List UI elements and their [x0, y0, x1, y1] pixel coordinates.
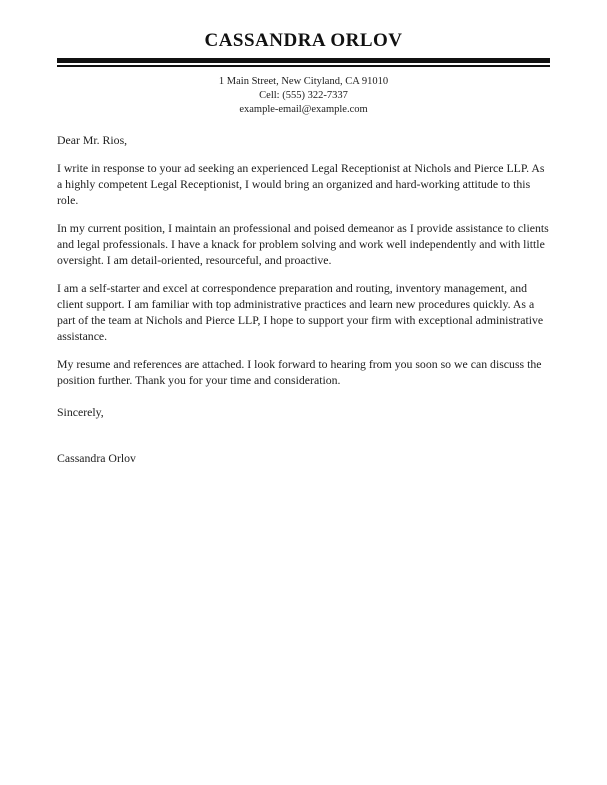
body-paragraph-3: I am a self-starter and excel at correspondence preparation and routing, inventory management, and client support. I am familiar with top administrative practices and learn new procedures quickly. As a part of the team at Nichols and Pierce LLP, I hope to support your firm with exceptional administrative assistance. — [57, 281, 544, 343]
contact-block — [57, 75, 550, 116]
body-paragraph-2: In my current position, I maintain an professional and poised demeanor as I provide assistance to clients and legal professionals. I have a knack for problem solving and work well independently and with little oversight. I am detail-oriented, resourceful, and proactive. — [57, 221, 549, 267]
letterhead-divider-rule — [57, 58, 550, 67]
signature-name: Cassandra Orlov — [57, 451, 136, 465]
letter-body — [57, 132, 550, 466]
letterhead-name: CASSANDRA ORLOV — [204, 30, 403, 51]
closing-salutation: Sincerely, — [57, 405, 104, 419]
body-paragraph-4: My resume and references are attached. I look forward to hearing from you soon so we can discuss the position further. Thank you for your time and consideration. — [57, 357, 542, 387]
contact-email: example-email@example.com — [239, 104, 368, 115]
body-paragraph-1: I write in response to your ad seeking an experienced Legal Receptionist at Nichols and Pierce LLP. As a highly competent Legal Receptionist, I would bring an organized and hard-working attitude to this role. — [57, 161, 545, 207]
salutation: Dear Mr. Rios, — [57, 133, 128, 147]
contact-address: 1 Main Street, New Cityland, CA 91010 — [218, 76, 389, 87]
contact-cell-phone: Cell: (555) 322-7337 — [259, 90, 348, 101]
